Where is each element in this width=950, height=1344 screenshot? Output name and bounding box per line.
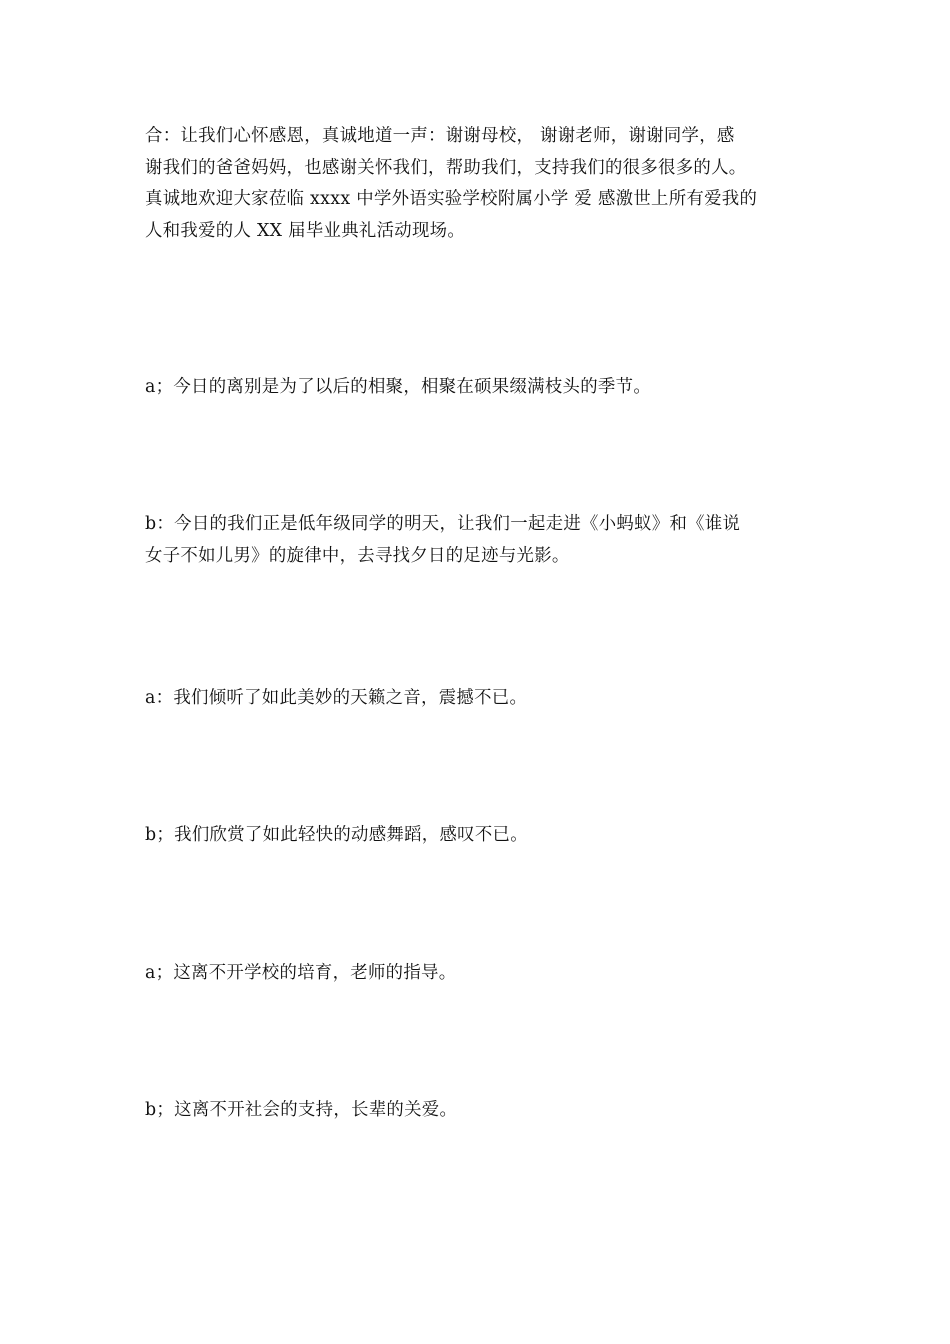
paragraph-line: a；今日的离别是为了以后的相聚，相聚在硕果缀满枝头的季节。 — [145, 377, 652, 397]
paragraph-host-b-songs — [145, 509, 810, 572]
paragraph-line: a：我们倾听了如此美妙的天籁之音，震撼不已。 — [145, 688, 528, 708]
paragraph-line: 合：让我们心怀感恩，真诚地道一声：谢谢母校， 谢谢老师，谢谢同学，感 — [145, 126, 735, 146]
paragraph-host-b-society — [145, 1095, 810, 1127]
paragraph-host-a-farewell — [145, 372, 810, 404]
paragraph-host-b-dance — [145, 820, 810, 852]
paragraph-line: a；这离不开学校的培育，老师的指导。 — [145, 963, 457, 983]
paragraph-host-a-music — [145, 683, 810, 715]
paragraph-line: b；这离不开社会的支持，长辈的关爱。 — [145, 1100, 458, 1120]
paragraph-line: 女子不如儿男》的旋律中，去寻找夕日的足迹与光影。 — [145, 545, 570, 566]
paragraph-line: 人和我爱的人 XX 届毕业典礼活动现场。 — [145, 220, 466, 241]
paragraph-line: 真诚地欢迎大家莅临 xxxx 中学外语实验学校附属小学 爱 感激世上所有爱我的 — [145, 189, 758, 209]
paragraph-closing-thanks — [145, 121, 810, 247]
paragraph-line: b；我们欣赏了如此轻快的动感舞蹈，感叹不已。 — [145, 825, 528, 845]
paragraph-line: 谢我们的爸爸妈妈，也感谢关怀我们，帮助我们，支持我们的很多很多的人。 — [145, 157, 747, 178]
paragraph-host-a-school — [145, 958, 810, 990]
paragraph-line: b：今日的我们正是低年级同学的明天，让我们一起走进《小蚂蚁》和《谁说 — [145, 514, 741, 534]
